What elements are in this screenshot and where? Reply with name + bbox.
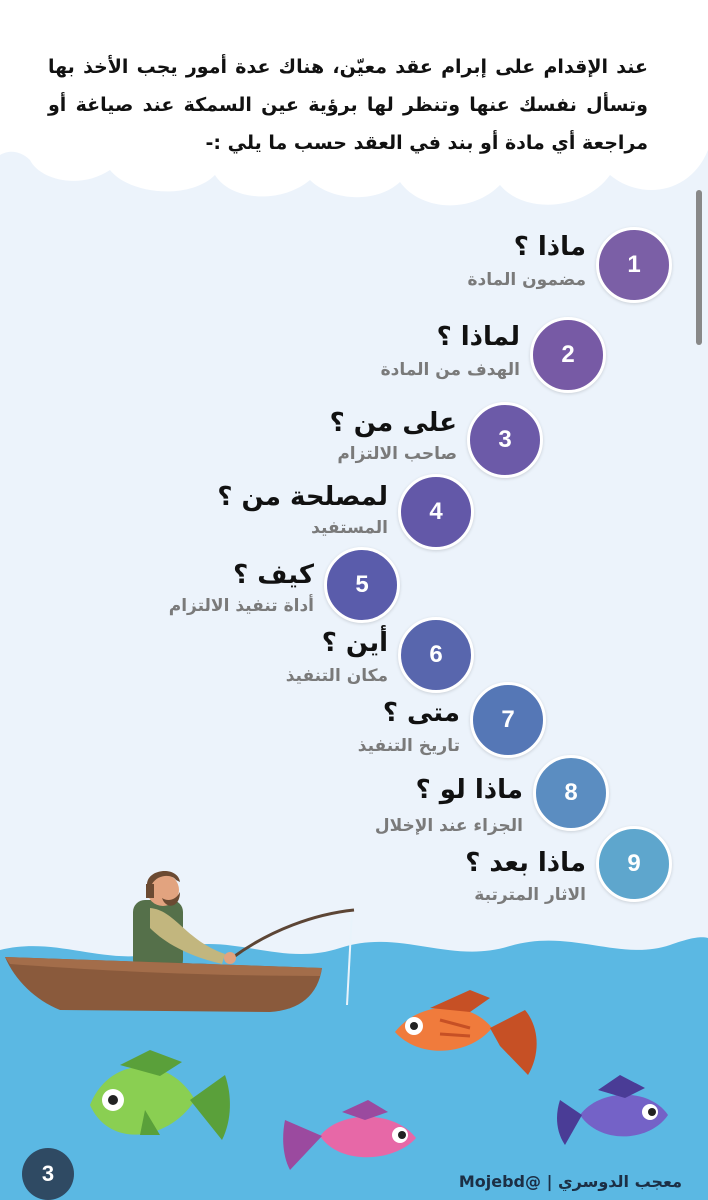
step-number-badge: 7 bbox=[470, 682, 546, 758]
step-number-badge: 6 bbox=[398, 617, 474, 693]
step-question: متى ؟ bbox=[382, 698, 460, 728]
author-credit: معجب الدوسري | @Mojebd bbox=[458, 1172, 682, 1191]
step-question: ماذا لو ؟ bbox=[415, 775, 523, 805]
step-answer: الهدف من المادة bbox=[380, 360, 520, 380]
step-number-badge: 1 bbox=[596, 227, 672, 303]
step-answer: المستفيد bbox=[311, 518, 388, 538]
step-number-badge: 5 bbox=[324, 547, 400, 623]
step-question: كيف ؟ bbox=[233, 560, 314, 590]
page-number-badge: 3 bbox=[22, 1148, 74, 1200]
step-number-badge: 2 bbox=[530, 317, 606, 393]
step-answer: مضمون المادة bbox=[467, 270, 586, 290]
step-number-badge: 8 bbox=[533, 755, 609, 831]
step-question: أين ؟ bbox=[321, 628, 388, 658]
step-question: لمصلحة من ؟ bbox=[217, 482, 388, 512]
step-question: لماذا ؟ bbox=[436, 322, 520, 352]
step-answer: الاثار المترتبة bbox=[474, 885, 586, 905]
step-question: ماذا ؟ bbox=[513, 232, 586, 262]
intro-text: عند الإقدام على إبرام عقد معيّن، هناك عدة أمور يجب الأخذ بها وتسأل نفسك عنها وتنظر لها برؤية عين السمكة عند صياغة أو مراجعة أي مادة أو بند في العقد حسب ما يلي :- bbox=[48, 56, 648, 154]
step-question: على من ؟ bbox=[329, 408, 457, 438]
step-question: ماذا بعد ؟ bbox=[465, 848, 586, 878]
step-answer: الجزاء عند الإخلال bbox=[374, 816, 523, 836]
fishing-scene bbox=[0, 850, 708, 1200]
scrollbar-thumb[interactable] bbox=[696, 190, 702, 345]
step-answer: أداة تنفيذ الالتزام bbox=[168, 596, 314, 616]
step-number-badge: 3 bbox=[467, 402, 543, 478]
step-answer: مكان التنفيذ bbox=[285, 666, 388, 686]
step-answer: صاحب الالتزام bbox=[337, 444, 457, 464]
step-answer: تاريخ التنفيذ bbox=[357, 736, 460, 756]
step-number-badge: 9 bbox=[596, 826, 672, 902]
step-number-badge: 4 bbox=[398, 474, 474, 550]
